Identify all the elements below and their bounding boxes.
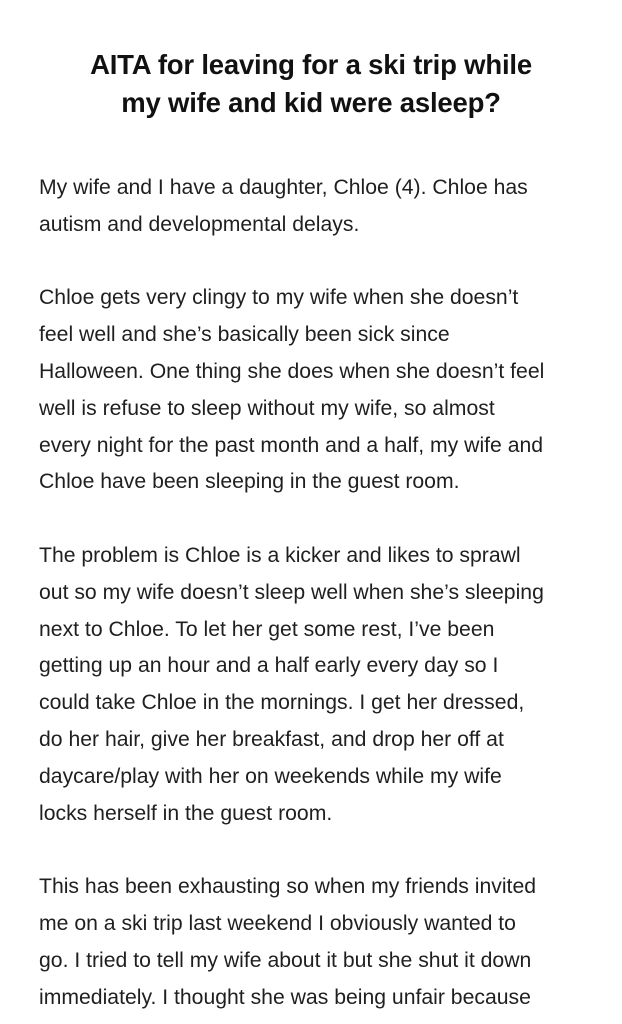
post-title-line: my wife and kid were asleep?	[121, 87, 501, 118]
text-line: locks herself in the guest room.	[39, 801, 333, 825]
text-line: This has been exhausting so when my friends invited	[39, 875, 537, 899]
post-body	[39, 170, 609, 1016]
text-line: getting up an hour and a half early every day so I	[39, 654, 499, 678]
text-line: every night for the past month and a half, my wife and	[39, 433, 544, 457]
text-line: feel well and she’s basically been sick since	[39, 323, 450, 347]
post-title	[30, 46, 592, 122]
text-line: Chloe gets very clingy to my wife when she doesn’t	[39, 286, 519, 310]
text-line: next to Chloe. To let her get some rest, I’ve been	[39, 617, 495, 641]
text-line: go. I tried to tell my wife about it but she shut it down	[39, 948, 532, 972]
text-line: Halloween. One thing she does when she doesn’t feel	[39, 359, 545, 383]
text-line: do her hair, give her breakfast, and drop her off at	[39, 727, 504, 751]
post-paragraph	[39, 170, 609, 244]
post-paragraph	[39, 869, 609, 1016]
text-line: me on a ski trip last weekend I obviously wanted to	[39, 911, 516, 935]
text-line: autism and developmental delays.	[39, 212, 360, 236]
post-paragraph	[39, 280, 609, 501]
text-line: The problem is Chloe is a kicker and likes to sprawl	[39, 543, 521, 567]
post-paragraph	[39, 538, 609, 832]
text-line: could take Chloe in the mornings. I get her dressed,	[39, 691, 525, 715]
text-line: immediately. I thought she was being unfair because	[39, 985, 531, 1009]
text-line: My wife and I have a daughter, Chloe (4). Chloe has	[39, 176, 528, 199]
text-line: Chloe have been sleeping in the guest room.	[39, 470, 460, 494]
text-line: out so my wife doesn’t sleep well when she’s sleeping	[39, 580, 544, 604]
post-title-line: AITA for leaving for a ski trip while	[90, 49, 532, 80]
text-line: well is refuse to sleep without my wife, so almost	[39, 396, 495, 420]
text-line: daycare/play with her on weekends while my wife	[39, 764, 502, 788]
